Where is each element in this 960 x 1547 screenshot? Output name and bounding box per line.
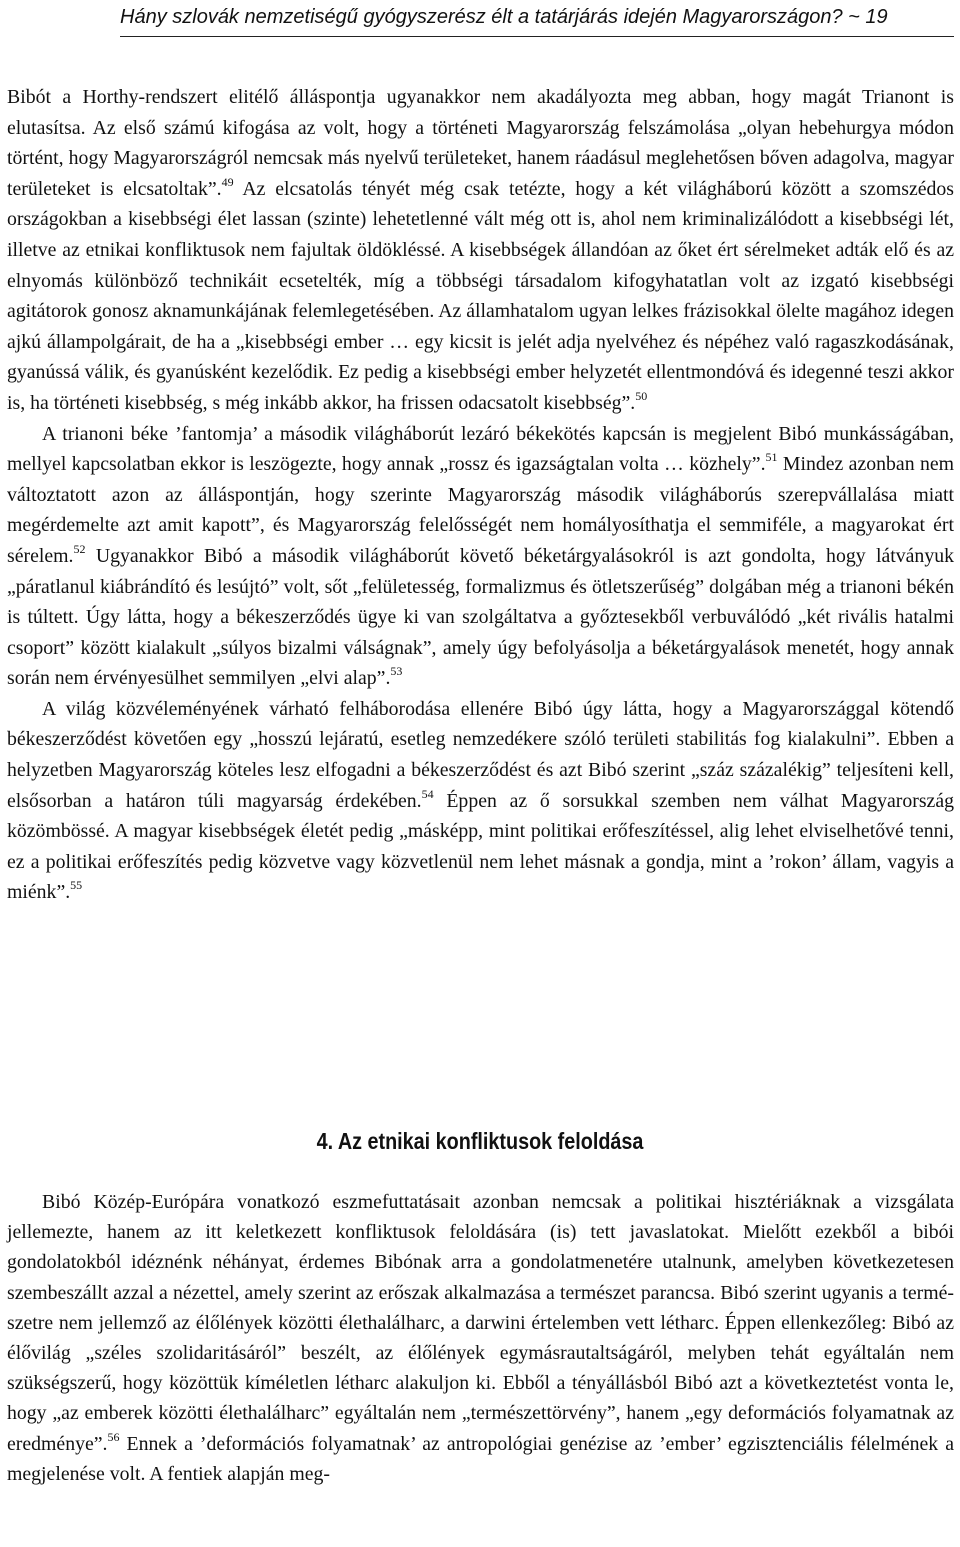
paragraph-text: A trianoni béke ’fantomja’ a második világháborút lezáró békekötés kapcsán is megjelent Bibó munkásságában, mellyel kapcsolatban ekkor is leszögezte, hogy annak „rossz és igazságtalan volta … közhely”. <box>7 422 954 476</box>
paragraph-text: Éppen az ő sorsukkal szemben nem válhat Magyarország közömbössé. A magyar kisebbségek életét pedig „másképp, mint politikai erőfeszítéssel, alig lehet elviselhetővé tenni, ez a politikai erőfeszítés pedig közvetve vagy közvetlenül nem lehet másnak a gondja, mint a ’rokon’ állam, vagyis a miénk”. <box>7 789 955 904</box>
paragraph-2 <box>7 419 954 694</box>
footnote-ref-55[interactable]: 55 <box>70 878 83 893</box>
footnote-ref-49[interactable]: 49 <box>221 174 234 189</box>
footnote-ref-54[interactable]: 54 <box>421 786 434 801</box>
body-text-section-1 <box>7 82 954 908</box>
running-header: Hány szlovák nemzetiségű gyógyszerész élt a tatárjárás idején Magyarországon? ~ 19 <box>120 6 888 28</box>
footnote-ref-51[interactable]: 51 <box>765 450 778 465</box>
paragraph-text: Mindez azonban nem változtatott azon az álláspontján, hogy szerinte Magyarország második világháborús szerepvállalása miatt megérdemelte azt amit kapott”, és Magyarország felelősségét nem homályosíthatja el semmiféle, a magyarokat ért sérelem. <box>7 453 954 567</box>
body-text-section-2 <box>7 1187 954 1489</box>
footnote-ref-52[interactable]: 52 <box>73 541 86 556</box>
paragraph-1 <box>7 82 954 419</box>
paragraph-text: Az elcsatolás tényét még csak tetézte, hogy a két világháború között a szomszédos országokban a kisebbségi élet lassan (szinte) lehetetlenné vált még ott is, ahol nem kriminalizálódott a kisebbségi lét, illetve az etnikai konfliktusok nem fajultak öldökléssé. A kisebbségek állandóan az őket ért sérelmeket adták elő és az elnyomás különböző technikáit ecsetelték, míg a többségi társadalom kifogyhatatlan volt az izgató kisebbségi agitátorok gonosz aknamunkájának felemlegetésében. Az államhatalom ugyan lelkes frázisokkal ölelte magához idegen ajkú állampolgárait, de ha a „kisebbségi ember … egy kicsit is jelét adja nyelvéhez és népéhez való ragaszkodásának, gyanússá válik, és gyanúsként kezelődik. Ez pedig a kisebbségi ember helyzetét ellentmondóvá és idegenné teszi akkor is, ha történeti kisebbség, s még inkább akkor, ha frissen odacsatolt kisebbség”. <box>7 177 954 414</box>
paragraph-3 <box>7 694 954 908</box>
footnote-ref-53[interactable]: 53 <box>390 664 403 679</box>
paragraph-text: Ugyanakkor Bibó a második világháborút követő béketárgyalásokról is azt gondolta, hogy látványuk „páratlanul kiábrándító és lesújtó” volt, sőt „felületesség, formalizmus és ötletszerűség” dolgában még a trianoni békén is túltett. Úgy látta, hogy a békeszerződés ügye ki van szolgáltatva a győztesekből verbuválódó „két rivális hatalmi csoport” között kialakult „súlyos bizalmi válságnak”, amely úgy befolyásolja a béketárgyalások menetét, hogy annak során nem érvényesülhet semmilyen „elvi alap”. <box>7 544 954 690</box>
header-divider <box>120 36 954 37</box>
paragraph-text: A világ közvéleményének várható felháborodása ellenére Bibó úgy látta, hogy a Magyarországgal kötendő békeszerződést követően egy „hosszú lejáratú, esetleg nemzedékere szóló területi stabilitás fog kialakulni”. Ebben a helyzetben Magyarország köteles lesz elfogadni a békeszerződést és azt Bibó szerint „száz százalékig” teljesíteni kell, elsősorban a határon túli magyarság érdekében. <box>7 697 954 812</box>
paragraph-4 <box>7 1187 954 1489</box>
footnote-ref-50[interactable]: 50 <box>635 388 648 403</box>
footnote-ref-56[interactable]: 56 <box>107 1429 120 1444</box>
paragraph-text: Bibó Közép-Európára vonatkozó eszmefuttatásait azonban nemcsak a politikai hisztériáknak a vizsgálata jellemezte, hanem az itt keletkezett konfliktusok feloldására (is) tett javaslatokat. Mielőtt ezekből a bibói gondolatokból idéznénk néhányat, érdemes Bibónak arra a gondolatmenetére utalnunk, amelyben következetesen szembeszállt azzal a nézettel, amely szerint az erőszak alkalmazása a természet parancsa. Bibó szerint ugyanis a természetre nem jellemző az élőlények közötti élethalálharc, a darwini értelemben vett létharc. Éppen ellenkezőleg: Bibó az élővilág „széles szolidaritásáról” beszélt, az élőlények egymásrautaltságáról, melyben tehát egyáltalán nem szükségszerű, hogy közöttük kíméletlen létharc alakuljon ki. Ebből a tényállásból Bibó azt a következtetést vonta le, hogy „az emberek közötti élethalálharc” egyáltalán nem „természettörvény”, hanem „egy deformációs folyamatnak az eredménye”. <box>7 1191 954 1455</box>
paragraph-text: Bibót a Horthy-rendszert elitélő álláspontja ugyanakkor nem akadályozta meg abban, hogy magát Trianont is elutasítsa. Az első számú kifogása az volt, hogy a történeti Magyarország felszámolása „olyan hebehurgya módon történt, hogy Magyarországról nemcsak más nyelvű területeket, hanem ráadásul meglehetősen bőven adagolva, magyar területeket is elcsatoltak”. <box>7 86 954 200</box>
section-heading: 4. Az etnikai konfliktusok feloldása <box>316 1128 644 1154</box>
paragraph-text: Ennek a ’deformációs folyamatnak’ az antropológiai genézise az ’ember’ egzisztenciális félelmének a megjelenése volt. A fentiek alapján meg- <box>7 1432 954 1485</box>
